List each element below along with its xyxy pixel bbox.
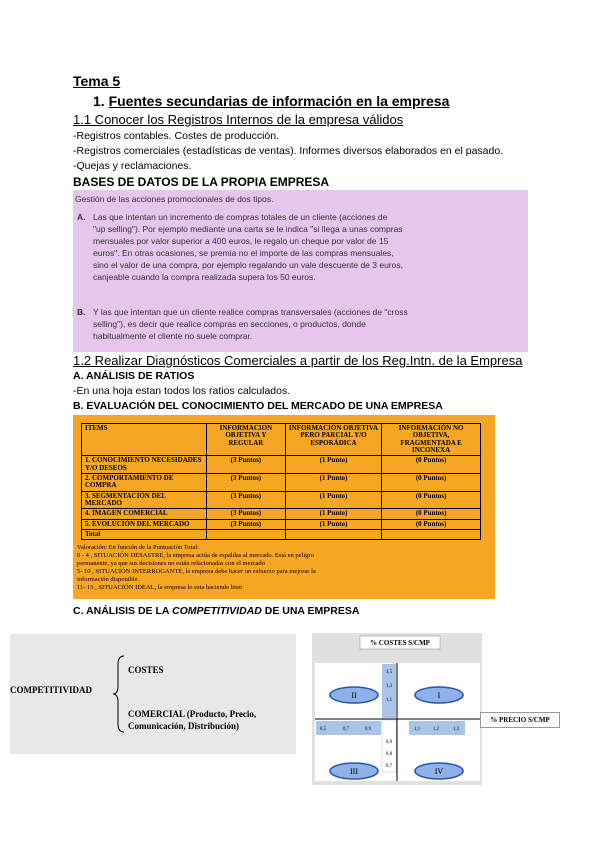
quadrant-iii-label: III — [350, 767, 358, 776]
evaluation-title: B. EVALUACIÓN DEL CONOCIMIENTO DEL MERCADO DE UNA EMPRESA — [73, 400, 443, 412]
competitividad-matrix — [312, 633, 482, 785]
item-a-line: sino el valor de una compra, por ejemplo regalando un vale descuente de 3 euros, — [93, 260, 403, 270]
evaluation-note: 5- 10 , SITUACIÓN INTERROGANTE, la empresa debe hacer un esfuerzo para mejorar la — [77, 568, 316, 575]
table-cell: (3 Puntos) — [207, 474, 286, 492]
evaluation-note: información disponible. — [77, 576, 140, 583]
table-cell: 5. EVOLUCIÓN DEL MERCADO — [82, 519, 207, 529]
table-cell: (1 Punto) — [285, 491, 381, 509]
y-tick: 0,7 — [385, 764, 393, 769]
item-b-line: habitualmente el cliente no suele comprar. — [93, 331, 253, 341]
item-letter-a: A. — [77, 212, 86, 222]
quadrant-iv-label: IV — [434, 767, 444, 776]
table-cell: (1 Punto) — [285, 474, 381, 492]
table-cell: (1 Punto) — [285, 456, 381, 474]
table-row — [82, 530, 481, 540]
table-cell: (0 Puntos) — [382, 456, 481, 474]
y-tick: 1,3 — [385, 684, 393, 689]
x-tick: 0,9 — [364, 727, 372, 732]
table-cell: (3 Puntos) — [207, 456, 286, 474]
comercial-label: COMERCIAL (Producto, Precio, — [128, 709, 257, 719]
evaluation-note: 11- 15 , SITUACIÓN IDEAL, la empresa lo esta haciendo bien — [77, 584, 243, 591]
quadrant-ii-label: II — [351, 691, 357, 700]
evaluation-note: Valoración: En función de la Puntuación Total: — [77, 544, 199, 551]
item-a-line: canjeable cuando la compra realizada supera los 50 euros. — [93, 272, 316, 282]
item-b-line: Y las que intentan que un cliente realice compras transversales (acciones de "cross — [93, 307, 408, 317]
table-cell: Total — [82, 530, 207, 540]
table-header: INFORMACIÓN OBJETIVA PERO PARCIAL Y/O ESPORÁDICA — [285, 424, 381, 456]
ratios-text: -En una hoja estan todos los ratios calculados. — [73, 385, 291, 397]
table-cell: (0 Puntos) — [382, 491, 481, 509]
title-italic: COMPETITIVIDAD — [171, 605, 262, 617]
competitividad-title — [73, 605, 359, 617]
section-1-2-title: 1.2 Realizar Diagnósticos Comerciales a partir de los Reg.Intn. de la Empresa — [73, 353, 523, 368]
title-suffix: DE UNA EMPRESA — [261, 605, 360, 617]
item-a-line: euros". En otras ocasiones, se premia no el importe de las compras mensuales, — [93, 248, 394, 258]
table-row — [82, 491, 481, 509]
table-cell — [207, 530, 286, 540]
y-tick: 1,1 — [385, 698, 393, 703]
table-row — [82, 456, 481, 474]
section-1-1-title: 1.1 Conocer los Registros Internos de la empresa válidos — [73, 112, 404, 127]
evaluation-table — [81, 423, 481, 540]
comercial-label: Comunicación, Distribución) — [128, 721, 240, 731]
item-a-line: Las que intentan un incremento de compras totales de un cliente (acciones de — [93, 212, 388, 222]
competitividad-diagram — [10, 634, 296, 754]
x-tick: 1,2 — [432, 727, 440, 732]
x-tick: 0,5 — [319, 727, 327, 732]
item-letter-b: B. — [77, 307, 86, 317]
table-cell: (0 Puntos) — [382, 519, 481, 529]
evaluation-note: 0 - 4 , SITUACIÓN DESASTRE, la empresa actúa de espaldas al mercado. Está en peligro — [77, 552, 314, 559]
table-row — [82, 509, 481, 519]
brace-icon — [112, 654, 126, 734]
heading-text: Fuentes secundarias de información en la empresa — [108, 93, 450, 109]
list-item: -Quejas y reclamaciones. — [73, 160, 192, 172]
table-cell: 4. IMAGEN COMERCIAL — [82, 509, 207, 519]
x-tick: 1,3 — [452, 727, 460, 732]
evaluation-panel — [73, 415, 495, 599]
item-b-line: selling"), es decir que realice compras en secciones, o productos, donde — [93, 319, 366, 329]
table-cell — [382, 530, 481, 540]
promotions-box — [73, 190, 528, 352]
list-item: -Registros comerciales (estadísticas de ventas). Informes diversos elaborados en el pasado. — [73, 145, 504, 157]
table-cell: (1 Punto) — [285, 509, 381, 519]
x-axis-label: % PRECIO S/CMP — [480, 712, 560, 728]
bases-title: BASES DE DATOS DE LA PROPIA EMPRESA — [73, 175, 330, 189]
list-item: -Registros contables. Costes de producción. — [73, 130, 280, 142]
quadrant-i-label: I — [437, 691, 441, 700]
table-header: ITEMS — [82, 424, 207, 456]
y-tick: 0,9 — [385, 740, 393, 745]
y-axis-label: % COSTES S/CMP — [370, 639, 430, 647]
y-tick: 1,5 — [385, 670, 393, 675]
x-tick: 1,1 — [413, 727, 421, 732]
evaluation-note: permanente, ya que sus decisiones no están relacionadas con el mercado — [77, 560, 265, 567]
y-tick: 0,8 — [385, 752, 393, 757]
heading-number: 1. — [93, 93, 105, 109]
table-cell: (3 Puntos) — [207, 519, 286, 529]
table-header: INFORMACION OBJETIVA Y REGULAR — [207, 424, 286, 456]
table-row — [82, 519, 481, 529]
costes-label: COSTES — [128, 665, 164, 675]
item-a-line: "up selling"). Por ejemplo mediante una carta se le indica "si llega a unas compras — [93, 224, 403, 234]
table-header-row — [82, 424, 481, 456]
table-cell — [285, 530, 381, 540]
table-cell: 1. CONOCIMIENTO NECESIDADES Y/O DESEOS — [82, 456, 207, 474]
table-cell: 3. SEGMENTACIÓN DEL MERCADO — [82, 491, 207, 509]
title-prefix: C. ANÁLISIS DE LA — [73, 605, 172, 617]
table-cell: (3 Puntos) — [207, 491, 286, 509]
table-cell: 2. COMPORTAMIENTO DE COMPRA — [82, 474, 207, 492]
table-cell: (0 Puntos) — [382, 509, 481, 519]
x-tick: 0,7 — [342, 727, 350, 732]
tema-title: Tema 5 — [73, 73, 121, 89]
table-header: INFORMACIÓN NO OBJETIVA, FRAGMENTADA E INCONEXA — [382, 424, 481, 456]
main-heading — [93, 93, 449, 109]
table-cell: (1 Punto) — [285, 519, 381, 529]
table-row — [82, 474, 481, 492]
item-a-line: mensuales por valor superior a 400 euros, le regalo un cheque por valor de 15 — [93, 236, 389, 246]
promotions-intro: Gestión de las acciones promocionales de dos tipos. — [75, 194, 274, 204]
table-cell: (3 Puntos) — [207, 509, 286, 519]
table-cell: (0 Puntos) — [382, 474, 481, 492]
competitividad-label: COMPETITIVIDAD — [10, 685, 93, 695]
ratios-title: A. ANÁLISIS DE RATIOS — [73, 370, 195, 382]
